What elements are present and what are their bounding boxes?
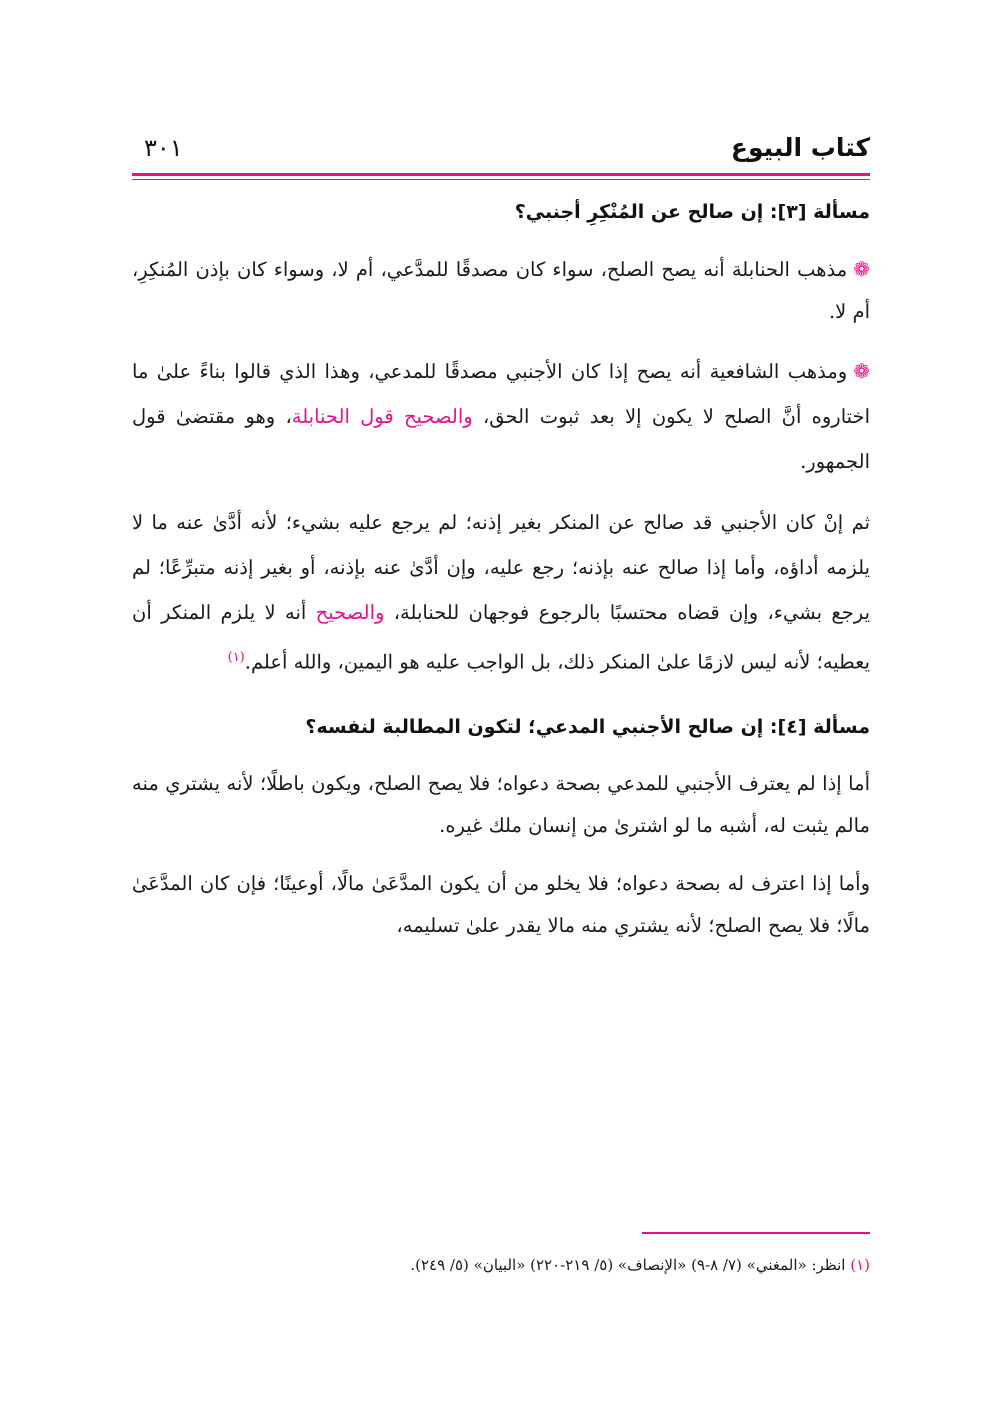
paragraph-text: مذهب الحنابلة أنه يصح الصلح، سواء كان مصدقًا للمدَّعي، أم لا، وسواء كان بإذن المُنكِرِ، أم لا. [132,258,870,323]
footnote-number: (١) [850,1256,870,1274]
question-4-heading: مسألة [٤]: إن صالح الأجنبي المدعي؛ لتكون المطالبة لنفسه؟ [305,715,870,738]
footnote-text: انظر: «المغني» (٧/ ٨-٩) «الإنصاف» (٥/ ٢١٩-٢٢٠) «البيان» (٥/ ٢٤٩). [410,1256,846,1274]
book-title: كتاب البيوع [730,133,870,162]
footnote [132,1250,870,1280]
paragraph-acknowledgement: وأما إذا اعترف له بصحة دعواه؛ فلا يخلو من أن يكون المدَّعَىٰ مالًا، أوعينًا؛ فإن كان المدَّعَىٰ مالًا؛ فلا يصح الصلح؛ لأنه يشتري منه مالا يقدر علىٰ تسليمه، [132,871,870,937]
paragraph-text: ثم إنْ كان الأجنبي قد صالح عن المنكر بغير إذنه؛ لم يرجع عليه بشيء؛ لأنه أدَّىٰ عنه ما لا يلزمه أداؤه، وأما إذا صالح عنه بإذنه؛ رجع عليه، وإن أدَّىٰ عنه بإذنه، أو بغير إذنه متبرِّعًا؛ لم يرجع بشيء، وإن قضاه محتسبًا بالرجوع فوجهان للحنابلة، [132,511,870,624]
paragraph-text: ومذهب الشافعية أنه يصح إذا كان الأجنبي مصدقًا للمدعي، وهذا الذي قالوا بناءً علىٰ ما اختاروه أنَّ الصلح لا يكون إلا بعد ثبوت الحق، [132,360,870,428]
highlighted-ruling: والصحيح [315,601,385,624]
paragraph-text: أنه لا يلزم المنكر أن يعطيه؛ لأنه ليس لازمًا علىٰ المنكر ذلك، بل الواجب عليه هو اليمين، والله أعلم. [132,601,870,674]
page-number: ٣٠١ [144,134,183,162]
flower-bullet-icon: ❁ [853,257,870,281]
highlighted-ruling: والصحيح قول الحنابلة [291,405,473,428]
paragraph-hanbali-view [132,248,870,333]
page-header [132,128,870,172]
flower-bullet-icon: ❁ [853,359,870,383]
question-3-heading: مسألة [٣]: إن صالح عن المُنْكِرِ أجنبي؟ [514,201,870,223]
paragraph-no-acknowledgement: أما إذا لم يعترف الأجنبي للمدعي بصحة دعواه؛ فلا يصح الصلح، ويكون باطلًا؛ لأنه يشتري منه مالم يثبت له، أشبه ما لو اشترىٰ من إنسان ملك غيره. [132,771,870,837]
paragraph-shafii-view [132,349,870,484]
header-rule-thick [132,173,870,176]
paragraph-text: ، وهو مقتضىٰ قول الجمهور. [132,405,870,473]
header-rule-thin [132,179,870,180]
page-body [132,186,870,947]
paragraph-foreigner-recourse [132,500,870,685]
footnote-separator [642,1232,870,1234]
footnote-reference[interactable]: (١) [227,650,245,665]
